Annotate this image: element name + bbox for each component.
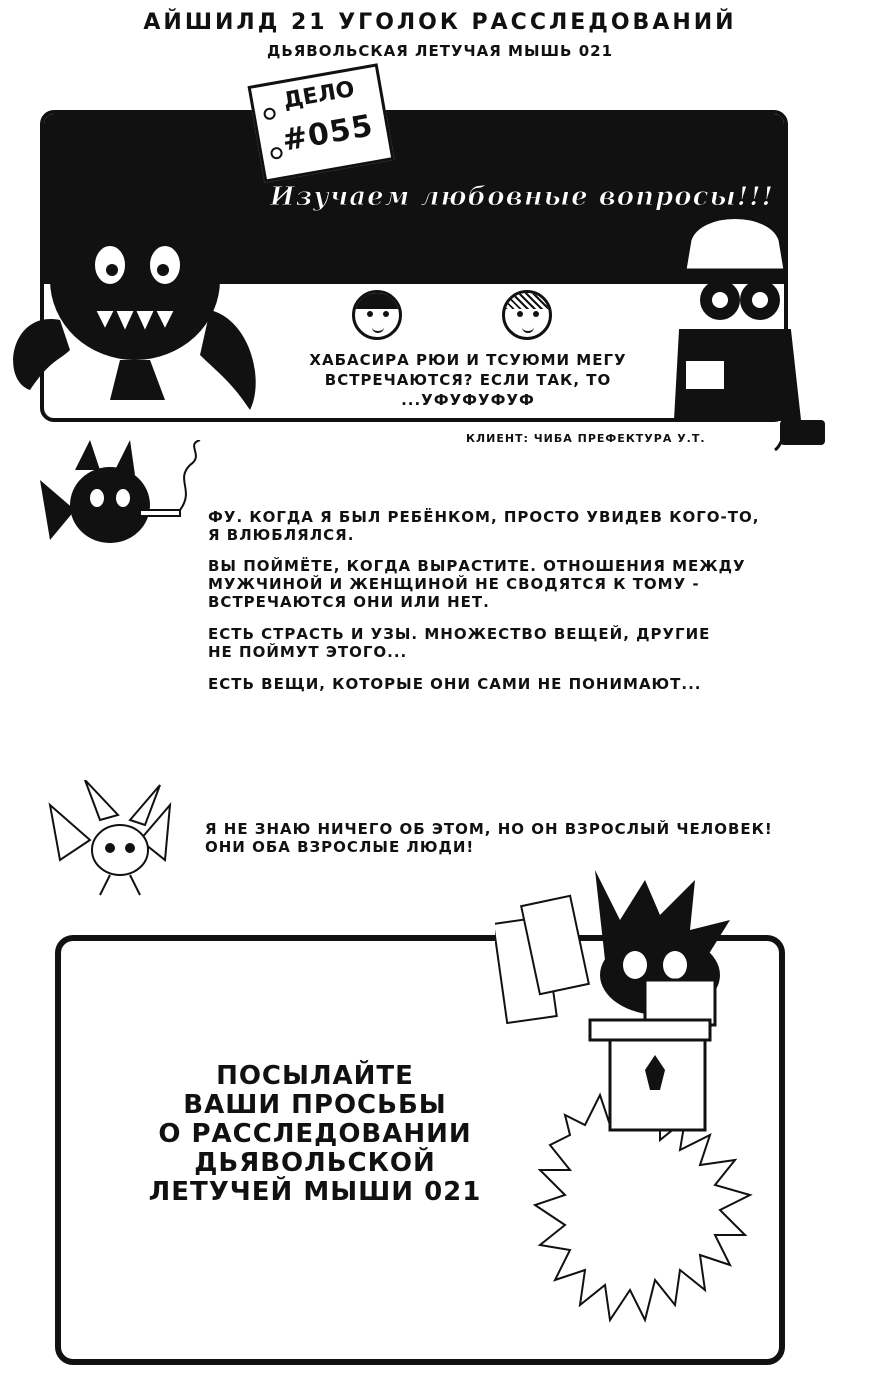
submit-line: ДЬЯВОЛЬСКОЙ [194,1148,436,1178]
submit-line: ВАШИ ПРОСЬБЫ [183,1090,447,1120]
small-bat-icon [40,780,180,900]
eye-icon [533,311,539,317]
dialogue-line: ЕСТЬ ВЕЩИ, КОТОРЫЕ ОНИ САМИ НЕ ПОНИМАЮТ... [208,675,702,693]
dialogue-line: ВЫ ПОЙМЁТЕ, КОГДА ВЫРАСТИТЕ. ОТНОШЕНИЯ МЕЖДУ [208,557,746,575]
case-question-line: ХАБАСИРА РЮИ И ТСУЮМИ МЕГУ [309,351,627,369]
dialogue-line: Я ВЛЮБЛЯЛСЯ. [208,526,355,544]
dialogue-line: Я НЕ ЗНАЮ НИЧЕГО ОБ ЭТОМ, НО ОН ВЗРОСЛЫЙ ЧЕЛОВЕК! [205,820,773,838]
devil-bat-icon [0,140,270,420]
tag-hole-icon [270,146,284,160]
case-label: ДЕЛО [281,76,357,114]
hair-icon [355,293,399,309]
page-title: АЙШИЛД 21 УГОЛОК РАССЛЕДОВАНИЙ [143,10,737,35]
laptop-icon [645,980,715,1025]
case-headline: Изучаем любовные вопросы!!! [270,182,775,212]
case-question-line: ВСТРЕЧАЮТСЯ? ЕСЛИ ТАК, ТО ...УФУФУФУФ [324,371,612,409]
client-info: КЛИЕНТ: ЧИБА ПРЕФЕКТУРА У.Т. [466,432,706,445]
submit-line: ПОСЫЛАЙТЕ [216,1061,414,1091]
mouth-icon [372,325,384,333]
eye-icon [383,311,389,317]
tag-hole-icon [263,107,277,121]
dialogue-line: ФУ. КОГДА Я БЫЛ РЕБЁНКОМ, ПРОСТО УВИДЕВ КОГО-ТО, [208,508,760,526]
page-subtitle: ДЬЯВОЛЬСКАЯ ЛЕТУЧАЯ МЫШЬ 021 [266,42,614,60]
devil-bat-at-desk-icon [495,860,760,1140]
desk-top-icon [590,1020,710,1040]
smoking-devil-bat-icon [35,440,215,560]
character-face-icon [502,290,552,340]
eye-icon [367,311,373,317]
mouth-icon [522,325,534,333]
character-face-icon [352,290,402,340]
detective-character-icon [660,210,840,460]
submit-line: О РАССЛЕДОВАНИИ [158,1119,472,1149]
dialogue-line: НЕ ПОЙМУТ ЭТОГО... [208,643,408,661]
dialogue-line: МУЖЧИНОЙ И ЖЕНЩИНОЙ НЕ СВОДЯТСЯ К ТОМУ - [208,575,700,593]
wing-icon [200,310,256,410]
dialogue-line: ОНИ ОБА ВЗРОСЛЫЕ ЛЮДИ! [205,838,475,856]
submit-line: ЛЕТУЧЕЙ МЫШИ 021 [148,1177,482,1207]
dialogue-line: ЕСТЬ СТРАСТЬ И УЗЫ. МНОЖЕСТВО ВЕЩЕЙ, ДРУГИЕ [208,625,711,643]
submit-call-to-action [120,1062,510,1207]
phone-icon [780,420,825,445]
cigarette-icon [140,510,180,516]
wing-icon [13,319,70,390]
case-number: #055 [279,108,377,159]
dialogue-line: ВСТРЕЧАЮТСЯ ОНИ ИЛИ НЕТ. [208,593,490,611]
eye-icon [517,311,523,317]
case-question [258,350,678,410]
hair-icon [505,293,549,309]
smoke-icon [180,440,200,510]
head-icon [50,200,220,360]
